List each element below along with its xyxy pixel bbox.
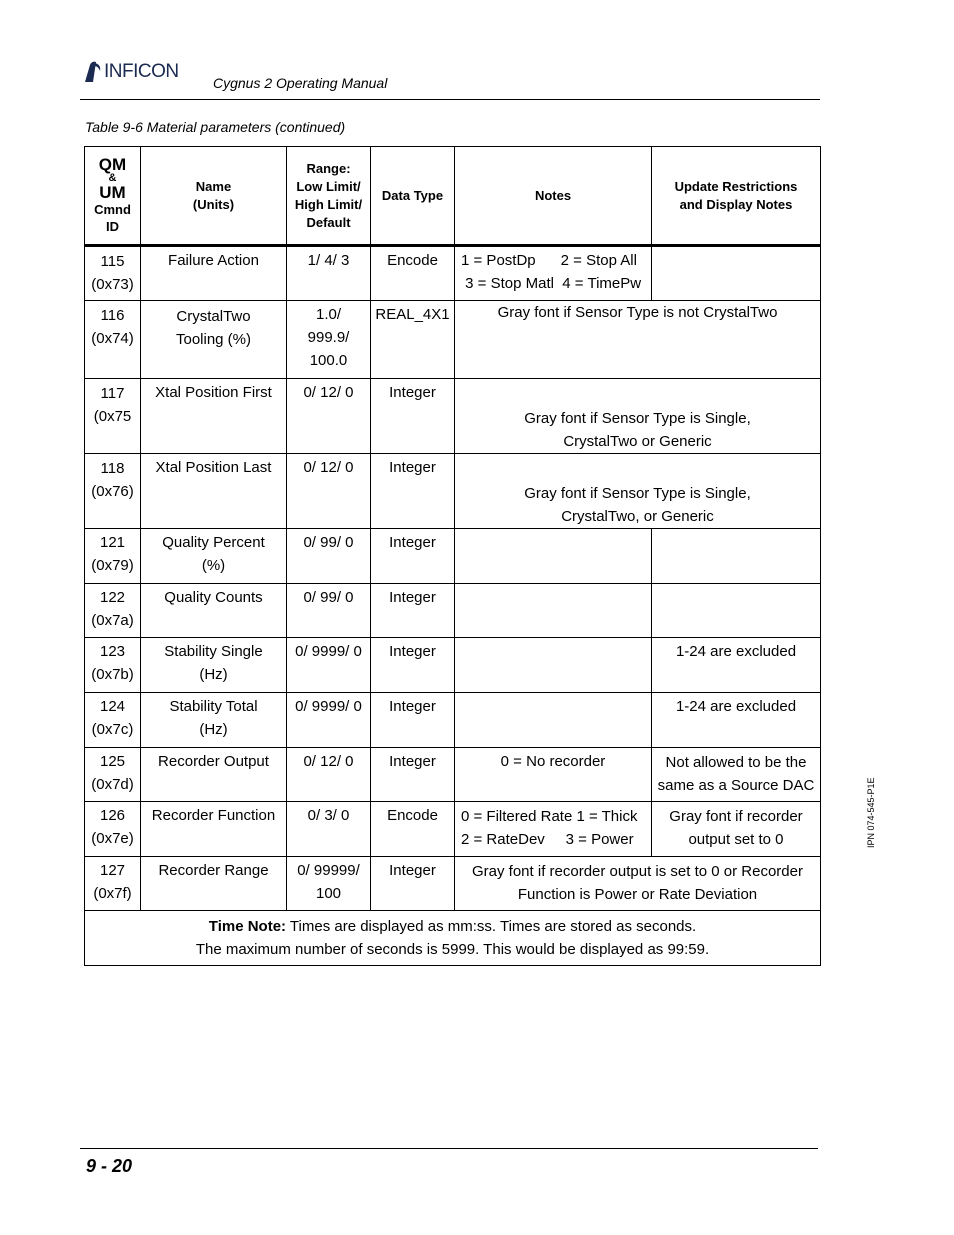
range-line2: 999.9/ [307, 329, 350, 346]
data-type-cell: Integer [371, 748, 455, 802]
name-line2: (Hz) [199, 721, 228, 738]
time-note-line2: The maximum number of seconds is 5999. This would be displayed as 99:59. [195, 941, 710, 958]
range-cell: 0/ 3/ 0 [287, 802, 371, 857]
notes-cell [455, 246, 652, 301]
header-data-type: Data Type [371, 147, 455, 246]
cmd-id: 115 [100, 253, 125, 270]
range-line3: 100.0 [309, 352, 348, 369]
name-line1: Quality Percent [162, 534, 265, 551]
cmd-id-cell [85, 301, 141, 379]
update-line: Gray font if recorder [669, 808, 803, 825]
data-type-cell: Integer [371, 857, 455, 911]
data-type-cell: Integer [371, 638, 455, 693]
range-cell: 0/ 9999/ 0 [287, 693, 371, 748]
range-cell: 0/ 99/ 0 [287, 529, 371, 584]
cmd-id-cell [85, 638, 141, 693]
update-cell [652, 246, 821, 301]
name-cell: Xtal Position Last [141, 454, 287, 529]
cmd-id: 125 [99, 753, 126, 770]
cmd-id: 126 [99, 807, 126, 824]
notes-line: 3 = Stop Matl 4 = TimePw [461, 275, 642, 292]
range-cell: 0/ 12/ 0 [287, 454, 371, 529]
cmd-id: 122 [99, 589, 126, 606]
cmd-id: 123 [99, 643, 126, 660]
cmd-id-cell [85, 748, 141, 802]
cmd-id: 121 [99, 534, 126, 551]
material-parameters-table [84, 146, 821, 966]
range-line2: 100 [315, 885, 342, 902]
data-type-cell: REAL_4X1 [371, 301, 455, 379]
header-range-line4: Default [306, 214, 351, 230]
header-update-line1: Update Restrictions [674, 178, 798, 194]
header-notes: Notes [455, 147, 652, 246]
range-cell: 0/ 12/ 0 [287, 748, 371, 802]
name-cell: Recorder Function [141, 802, 287, 857]
table-header-row [85, 147, 821, 246]
cmd-hex: (0x76) [91, 483, 134, 500]
data-type-cell: Integer [371, 693, 455, 748]
data-type-cell: Encode [371, 246, 455, 301]
inficon-logo [82, 60, 179, 84]
page-number: 9 - 20 [86, 1156, 133, 1176]
cmd-hex: (0x7f) [93, 885, 132, 902]
header-rule [80, 99, 820, 100]
range-cell: 0/ 12/ 0 [287, 379, 371, 454]
time-note-line1: Times are displayed as mm:ss. Times are stored as seconds. [286, 918, 697, 935]
notes-line: 0 = Filtered Rate 1 = Thick [461, 808, 638, 825]
cmd-id-cell [85, 454, 141, 529]
notes-cell [455, 693, 652, 748]
footer-rule [80, 1148, 818, 1149]
cmd-hex: (0x74) [91, 330, 134, 347]
manual-title: Cygnus 2 Operating Manual [213, 75, 388, 91]
name-cell [141, 693, 287, 748]
notes-line: Gray font if Sensor Type is Single, [524, 410, 751, 427]
update-line: Not allowed to be the [665, 754, 807, 771]
table-row [85, 748, 821, 802]
cmd-id-cell [85, 857, 141, 911]
notes-line: Gray font if recorder output is set to 0 or Recorder [472, 863, 803, 880]
update-cell: 1-24 are excluded [652, 693, 821, 748]
update-cell [652, 748, 821, 802]
table-row [85, 454, 821, 529]
notes-line: 2 = RateDev 3 = Power [461, 831, 634, 848]
header-cmnd: Cmnd [94, 202, 131, 217]
table-row [85, 379, 821, 454]
notes-cell [455, 638, 652, 693]
table-row [85, 584, 821, 638]
cmd-id-cell [85, 693, 141, 748]
cmd-hex: (0x7b) [91, 666, 134, 683]
range-line1: 1.0/ [315, 306, 342, 323]
header-range-line1: Range: [306, 160, 351, 176]
data-type-cell: Integer [371, 379, 455, 454]
header-name [141, 147, 287, 246]
name-cell [141, 301, 287, 379]
update-cell [652, 529, 821, 584]
notes-line: CrystalTwo, or Generic [561, 508, 714, 525]
cmd-id-cell [85, 529, 141, 584]
table-row [85, 529, 821, 584]
cmd-hex: (0x79) [91, 557, 134, 574]
cmd-id: 117 [100, 385, 125, 402]
header-name-line2: (Units) [192, 196, 235, 212]
name-line2: Tooling (%) [175, 331, 252, 348]
data-type-cell: Integer [371, 529, 455, 584]
table-caption: Table 9-6 Material parameters (continued) [85, 119, 346, 135]
cmd-id: 124 [99, 698, 126, 715]
notes-line: Gray font if Sensor Type is Single, [524, 485, 751, 502]
table-row [85, 638, 821, 693]
name-cell: Xtal Position First [141, 379, 287, 454]
notes-cell: 0 = No recorder [455, 748, 652, 802]
table-row [85, 693, 821, 748]
table-row [85, 301, 821, 379]
update-cell [652, 584, 821, 638]
data-type-cell: Encode [371, 802, 455, 857]
name-cell: Quality Counts [141, 584, 287, 638]
update-line: same as a Source DAC [657, 777, 815, 794]
cmd-id-cell [85, 246, 141, 301]
brand-name: INFICON [104, 61, 179, 82]
notes-line: CrystalTwo or Generic [563, 433, 712, 450]
cmd-id-cell [85, 802, 141, 857]
data-type-cell: Integer [371, 584, 455, 638]
name-cell [141, 529, 287, 584]
name-line1: Stability Single [164, 643, 263, 660]
range-line1: 0/ 99999/ [297, 862, 360, 879]
name-line1: Stability Total [169, 698, 258, 715]
notes-cell [455, 802, 652, 857]
notes-cell: Gray font if Sensor Type is not CrystalTwo [455, 301, 821, 379]
name-cell: Failure Action [141, 246, 287, 301]
update-cell: 1-24 are excluded [652, 638, 821, 693]
data-type-cell: Integer [371, 454, 455, 529]
time-note-row [85, 911, 821, 966]
range-cell: 0/ 99/ 0 [287, 584, 371, 638]
name-line1: CrystalTwo [176, 308, 251, 325]
range-cell [287, 857, 371, 911]
table-row [85, 246, 821, 301]
header-update-restrictions [652, 147, 821, 246]
header-range [287, 147, 371, 246]
notes-cell [455, 529, 652, 584]
name-line2: (Hz) [199, 666, 228, 683]
cmd-hex: (0x7c) [91, 721, 134, 738]
header-qm: QM [98, 155, 127, 174]
cmd-hex: (0x73) [91, 276, 134, 293]
name-cell: Recorder Range [141, 857, 287, 911]
cmd-id: 118 [100, 460, 125, 477]
range-cell: 1/ 4/ 3 [287, 246, 371, 301]
notes-line: 1 = PostDp 2 = Stop All [461, 252, 637, 269]
table-row [85, 857, 821, 911]
time-note-label: Time Note: [208, 918, 287, 935]
name-cell: Recorder Output [141, 748, 287, 802]
cmd-id-cell [85, 584, 141, 638]
header-id: ID [106, 219, 119, 234]
header-range-line2: Low Limit/ [296, 178, 361, 194]
cmd-hex: (0x75 [93, 408, 132, 425]
document-part-number: IPN 074-545-P1E [866, 777, 876, 848]
notes-cell [455, 584, 652, 638]
range-cell [287, 301, 371, 379]
cmd-hex: (0x7e) [91, 830, 134, 847]
range-cell: 0/ 9999/ 0 [287, 638, 371, 693]
cmd-hex: (0x7a) [91, 612, 134, 629]
header-cmd-id [85, 147, 141, 246]
header-update-line2: and Display Notes [679, 196, 793, 212]
header-amp: & [108, 172, 117, 184]
cmd-id: 116 [100, 307, 125, 324]
name-line2: (%) [201, 557, 226, 574]
update-line: output set to 0 [688, 831, 784, 848]
header-um: UM [99, 183, 126, 202]
notes-line: Function is Power or Rate Deviation [517, 886, 758, 903]
header-name-line1: Name [195, 178, 232, 194]
cmd-id: 127 [99, 862, 126, 879]
name-cell [141, 638, 287, 693]
time-note [85, 911, 821, 966]
inficon-logo-icon [82, 61, 102, 83]
table-row [85, 802, 821, 857]
cmd-hex: (0x7d) [91, 776, 134, 793]
notes-cell [455, 454, 821, 529]
update-cell [652, 802, 821, 857]
notes-cell [455, 379, 821, 454]
header-range-line3: High Limit/ [294, 196, 363, 212]
cmd-id-cell [85, 379, 141, 454]
notes-cell [455, 857, 821, 911]
